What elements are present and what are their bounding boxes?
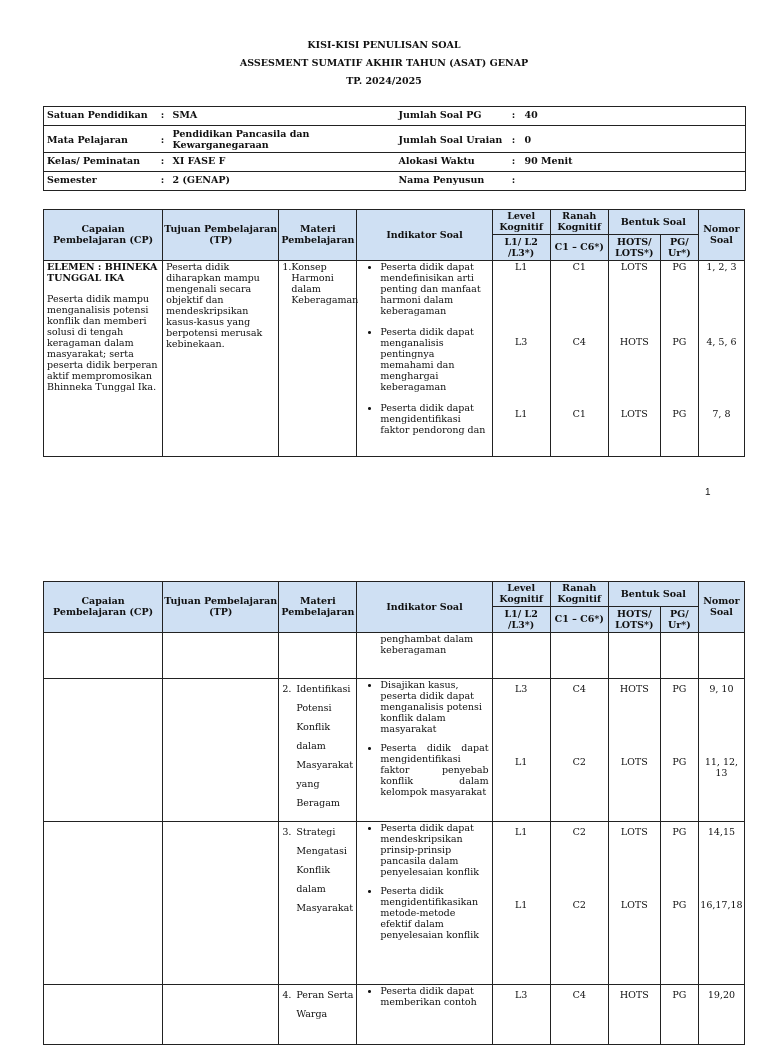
info-label: Kelas/ Peminatan: [44, 153, 156, 172]
info-row: [44, 153, 746, 172]
level-value: L3: [514, 990, 528, 1001]
ranah-value: C4: [572, 684, 586, 695]
table-row: [44, 985, 745, 1045]
nomor-cell: [698, 985, 744, 1045]
pg-value: PG: [672, 409, 687, 420]
materi-text: Peran Serta Warga: [296, 990, 354, 1020]
level-value: L1: [514, 757, 528, 768]
col-header-level: Level Kognitif: [492, 210, 550, 235]
pg-value: PG: [672, 337, 687, 348]
pg-value: PG: [672, 684, 687, 695]
col-header-ranah: Ranah Kognitif: [550, 582, 608, 607]
materi-text: Strategi Mengatasi Konflik dalam Masyarakat: [296, 827, 354, 914]
col-subheader-ranah: C1 – C6*): [550, 607, 608, 633]
nomor-cell: [698, 633, 744, 679]
ranah-value: C2: [572, 827, 586, 838]
hots-cell: [608, 633, 660, 679]
nomor-value: 16,17,18: [700, 900, 743, 911]
nomor-value: 14,15: [707, 827, 736, 838]
info-separator: :: [506, 107, 522, 126]
ranah-cell: [550, 679, 608, 822]
level-value: L3: [514, 337, 528, 348]
nomor-value: 1, 2, 3: [706, 262, 737, 273]
materi-cell: [279, 822, 357, 985]
doc-title-line-3: TP. 2024/2025: [346, 76, 422, 87]
info-value: XI FASE F: [170, 153, 396, 172]
pg-cell: [660, 985, 698, 1045]
nomor-value: 11, 12, 13: [704, 757, 739, 779]
hots-value: LOTS: [620, 827, 648, 838]
cp-cell: [44, 822, 163, 985]
hots-cell: [608, 679, 660, 822]
tp-cell: [163, 679, 279, 822]
hots-cell: [608, 985, 660, 1045]
tp-cell: [163, 822, 279, 985]
pg-value: PG: [672, 757, 687, 768]
level-cell: [492, 679, 550, 822]
nomor-value: 9, 10: [709, 684, 734, 695]
doc-title-line-1: KISI-KISI PENULISAN SOAL: [307, 40, 461, 51]
info-separator: :: [156, 172, 170, 191]
ranah-cell: [550, 261, 608, 457]
info-separator: :: [156, 107, 170, 126]
indikator-cell: [357, 822, 492, 985]
level-value: L1: [514, 827, 528, 838]
info-row: [44, 172, 746, 191]
table-row: [44, 822, 745, 985]
pg-value: PG: [672, 827, 687, 838]
cp-cell: [44, 633, 163, 679]
level-cell: [492, 822, 550, 985]
col-header-level: Level Kognitif: [492, 582, 550, 607]
table-row: [44, 633, 745, 679]
info-value-2: 40: [522, 107, 746, 126]
pg-value: PG: [672, 900, 687, 911]
col-header-nomor: Nomor Soal: [698, 582, 744, 633]
ranah-value: C4: [572, 337, 586, 348]
col-subheader-hots: HOTS/ LOTS*): [608, 607, 660, 633]
info-label-2: Jumlah Soal PG: [396, 107, 506, 126]
kisi-table-page-1: [43, 209, 745, 457]
tp-cell: [163, 633, 279, 679]
level-value: L1: [514, 409, 528, 420]
indikator-item: • Peserta didik dapat mendeskripsikan prinsip-prinsip pancasila dalam penyelesaian konflik: [380, 823, 488, 878]
col-header-cp: Capaian Pembelajaran (CP): [44, 210, 163, 261]
col-subheader-level: L1/ L2 /L3*): [492, 607, 550, 633]
col-header-indikator: Indikator Soal: [357, 210, 492, 261]
materi-text: Identifikasi Potensi Konflik dalam Masyarakat yang Beragam: [296, 684, 354, 809]
info-separator: :: [506, 153, 522, 172]
materi-number: 3.: [282, 827, 292, 838]
indikator-item: • Peserta didik dapat mendefinisikan arti penting dan manfaat harmoni dalam keberagaman: [380, 262, 488, 317]
materi-number: 4.: [282, 990, 292, 1001]
ranah-value: C4: [572, 990, 586, 1001]
info-label: Semester: [44, 172, 156, 191]
hots-value: LOTS: [620, 757, 648, 768]
info-value: Pendidikan Pancasila dan Kewarganegaraan: [170, 126, 396, 153]
indikator-item: • Peserta didik dapat menganalisis pentingnya memahami dan menghargai keberagaman: [380, 327, 488, 393]
info-row: [44, 126, 746, 153]
info-value-2: [522, 172, 746, 191]
hots-value: LOTS: [620, 900, 648, 911]
pg-value: PG: [672, 990, 687, 1001]
nomor-cell: [698, 261, 744, 457]
col-header-materi: Materi Pembelajaran: [279, 582, 357, 633]
info-value: 2 (GENAP): [170, 172, 396, 191]
info-table: [43, 106, 746, 191]
materi-number: 2.: [282, 684, 292, 695]
col-header-tp: Tujuan Pembelajaran (TP): [163, 582, 279, 633]
doc-title-line-2: ASSESMENT SUMATIF AKHIR TAHUN (ASAT) GENAP: [239, 58, 529, 69]
kisi-table-page-2: [43, 581, 745, 1045]
indikator-cell: [357, 261, 492, 457]
ranah-value: C1: [572, 262, 586, 273]
indikator-item: • Peserta didik dapat mengidentifikasi faktor penyebab konflik dalam kelompok masyarakat: [380, 743, 488, 798]
table-row: [44, 679, 745, 822]
pg-cell: [660, 261, 698, 457]
materi-number: 1.: [282, 262, 292, 273]
indikator-item: • Peserta didik mengidentifikasikan metode-metode efektif dalam penyelesaian konflik: [380, 886, 488, 941]
level-cell: [492, 985, 550, 1045]
nomor-cell: [698, 679, 744, 822]
col-subheader-ranah: C1 – C6*): [550, 235, 608, 261]
hots-cell: [608, 261, 660, 457]
indikator-item: • Disajikan kasus, peserta didik dapat menganalisis potensi konflik dalam masyarakat: [380, 680, 488, 735]
cp-element-title: ELEMEN : BHINEKA TUNGGAL IKA: [47, 262, 158, 284]
nomor-cell: [698, 822, 744, 985]
info-label-2: Jumlah Soal Uraian: [396, 126, 506, 153]
cp-cell: [44, 985, 163, 1045]
col-subheader-level: L1/ L2 /L3*): [492, 235, 550, 261]
col-header-cp: Capaian Pembelajaran (CP): [44, 582, 163, 633]
tp-cell: Peserta didik diharapkan mampu mengenali secara objektif dan mendeskripsikan kasus-kasus yang berpotensi merusak kebinekaan.: [163, 261, 279, 457]
info-label-2: Alokasi Waktu: [396, 153, 506, 172]
info-label-2: Nama Penyusun: [396, 172, 506, 191]
level-cell: [492, 261, 550, 457]
indikator-item: • Peserta didik dapat mengidentifikasi faktor pendorong dan: [380, 403, 488, 436]
ranah-cell: [550, 985, 608, 1045]
hots-value: HOTS: [619, 684, 649, 695]
level-cell: [492, 633, 550, 679]
col-header-nomor: Nomor Soal: [698, 210, 744, 261]
col-header-bentuk: Bentuk Soal: [608, 582, 698, 607]
col-subheader-pg: PG/ Ur*): [660, 235, 698, 261]
hots-value: HOTS: [619, 990, 649, 1001]
cp-text: Peserta didik mampu menganalisis potensi konflik dan memberi solusi di tengah keragaman dalam masyarakat; serta peserta didik berperan aktif mempromosikan Bhinneka Tunggal Ika.: [47, 294, 158, 393]
col-header-indikator: Indikator Soal: [357, 582, 492, 633]
indikator-item: • Peserta didik dapat memberikan contoh: [380, 986, 488, 1008]
materi-cell: [279, 261, 357, 457]
info-label: Mata Pelajaran: [44, 126, 156, 153]
col-header-materi: Materi Pembelajaran: [279, 210, 357, 261]
page-number: 1: [705, 487, 711, 498]
pg-value: PG: [672, 262, 687, 273]
info-separator: :: [506, 172, 522, 191]
col-subheader-hots: HOTS/ LOTS*): [608, 235, 660, 261]
info-value-2: 90 Menit: [522, 153, 746, 172]
indikator-cell: [357, 633, 492, 679]
nomor-value: 4, 5, 6: [706, 337, 737, 348]
table-row: [44, 261, 745, 457]
nomor-value: 7, 8: [712, 409, 731, 420]
pg-cell: [660, 633, 698, 679]
level-value: L3: [514, 684, 528, 695]
level-value: L1: [514, 262, 528, 273]
ranah-value: C1: [572, 409, 586, 420]
materi-cell: [279, 633, 357, 679]
ranah-value: C2: [572, 900, 586, 911]
info-separator: :: [156, 153, 170, 172]
hots-value: LOTS: [620, 409, 648, 420]
materi-text: Konsep Harmoni dalam Keberagaman: [291, 262, 359, 306]
col-header-ranah: Ranah Kognitif: [550, 210, 608, 235]
materi-cell: [279, 985, 357, 1045]
materi-cell: [279, 679, 357, 822]
info-separator: :: [156, 126, 170, 153]
info-value-2: 0: [522, 126, 746, 153]
hots-cell: [608, 822, 660, 985]
indikator-continuation: penghambat dalam keberagaman: [380, 634, 474, 656]
level-value: L1: [514, 900, 528, 911]
indikator-cell: [357, 679, 492, 822]
pg-cell: [660, 679, 698, 822]
info-value: SMA: [170, 107, 396, 126]
nomor-value: 19,20: [707, 990, 736, 1001]
cp-cell: [44, 679, 163, 822]
col-header-bentuk: Bentuk Soal: [608, 210, 698, 235]
col-header-tp: Tujuan Pembelajaran (TP): [163, 210, 279, 261]
col-subheader-pg: PG/ Ur*): [660, 607, 698, 633]
info-separator: :: [506, 126, 522, 153]
hots-value: HOTS: [619, 337, 649, 348]
indikator-cell: [357, 985, 492, 1045]
ranah-cell: [550, 822, 608, 985]
tp-cell: [163, 985, 279, 1045]
info-label: Satuan Pendidikan: [44, 107, 156, 126]
ranah-value: C2: [572, 757, 586, 768]
info-row: [44, 107, 746, 126]
ranah-cell: [550, 633, 608, 679]
cp-cell: [44, 261, 163, 457]
pg-cell: [660, 822, 698, 985]
hots-value: LOTS: [620, 262, 648, 273]
